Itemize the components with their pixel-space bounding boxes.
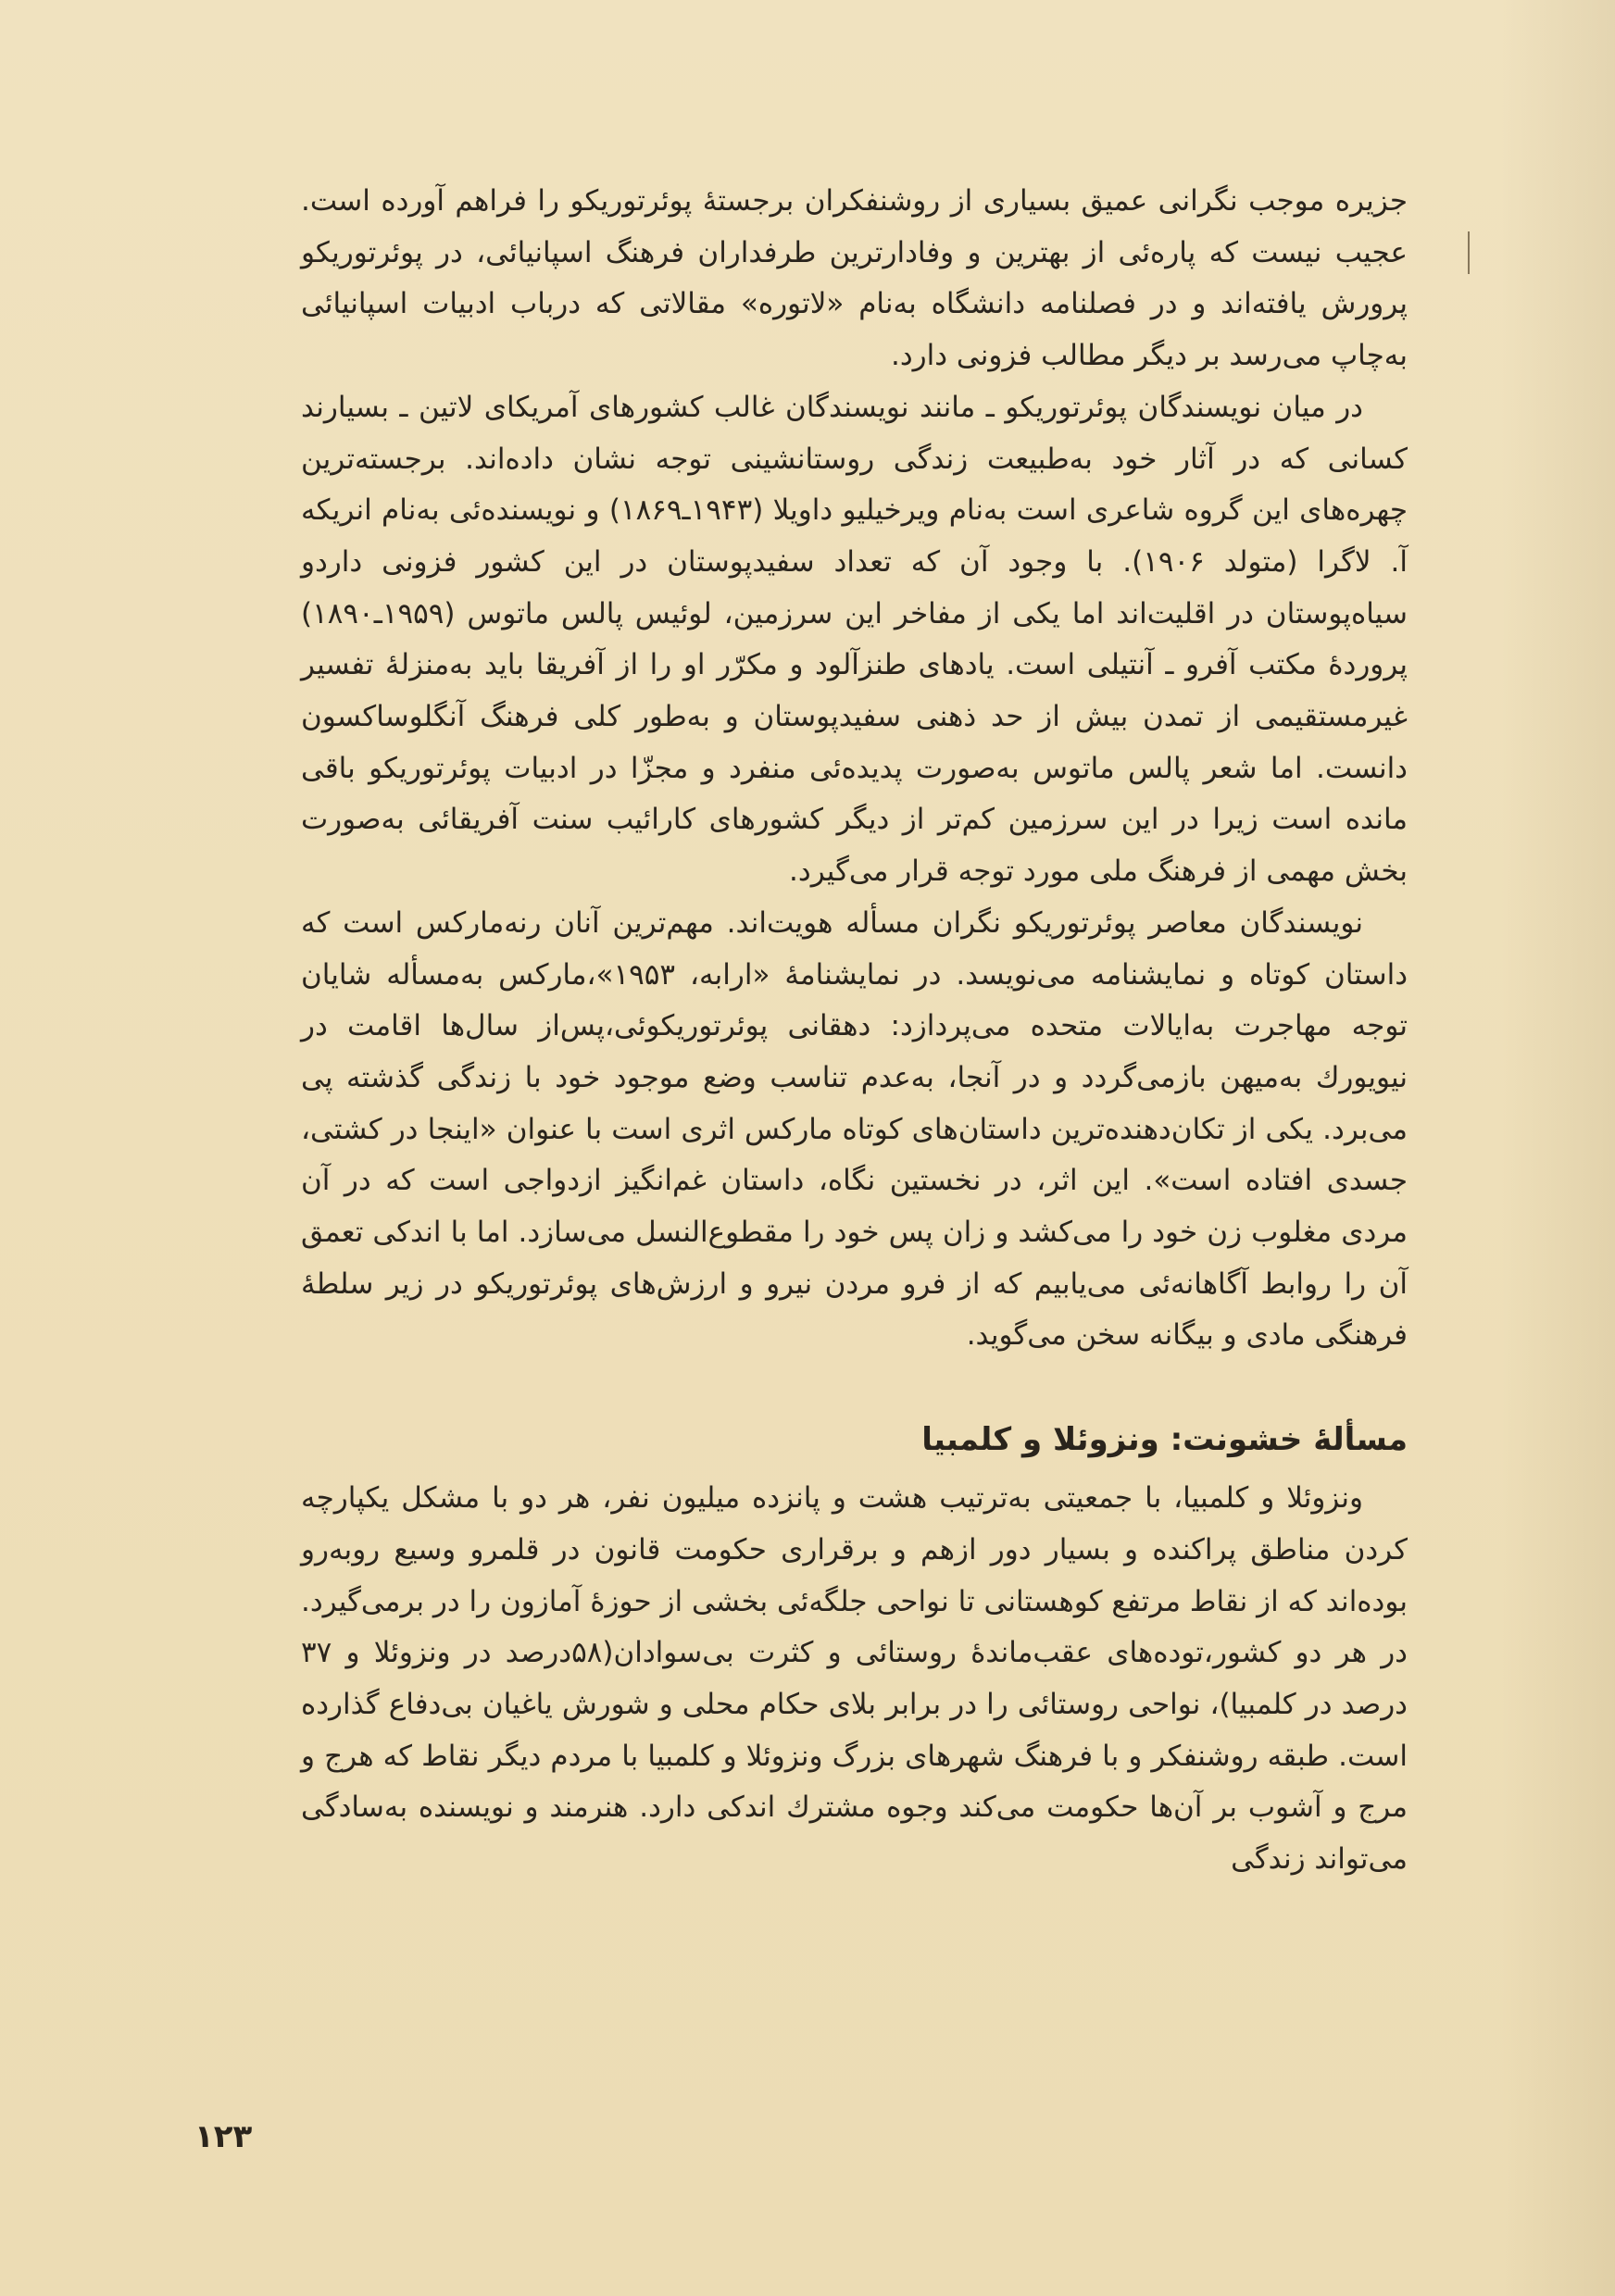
section-heading: مسألهٔ خشونت: ونزوئلا و کلمبیا xyxy=(921,1421,1408,1459)
section-paragraph-1: ونزوئلا و کلمبیا، با جمعیتی به‌ترتیب هشت و پانزده میلیون نفر، هر دو با مشکل یکپارچه کردن مناطق پراکنده و بسیار دور ازهم و برقراری حکومت قانون در قلمرو وسیع روبه‌رو بوده‌اند که از نقاط مرتفع کوهستانی تا نواحی جلگه‌ئی بخشی از حوزهٔ آمازون را در برمی‌گیرد. در هر دو کشور،توده‌های عقب‌ماندهٔ روستائی و کثرت بی‌سوادان(۵۸درصد در ونزوئلا و ۳۷ درصد در کلمبیا)، نواحی روستائی را در برابر بلای حکام محلی و شورش یاغیان بی‌دفاع گذارده است. طبقه روشنفکر و با فرهنگ شهرهای بزرگ ونزوئلا و کلمبیا با مردم دیگر نقاط که هرج و مرج و آشوب بر آن‌ها حکومت می‌کند وجوه مشترك اندکی دارد. هنرمند و نویسنده به‌سادگی می‌تواند زندگی xyxy=(301,1481,1408,1877)
page-edge-shadow xyxy=(1500,0,1615,2296)
page-number: ۱۲۳ xyxy=(194,2118,253,2155)
margin-mark xyxy=(1468,231,1470,274)
paragraph-2: در میان نویسندگان پوئرتوریکو ـ مانند نویسندگان غالب کشورهای آمریکای لاتین ـ بسیارند کسانی که در آثار خود به‌طبیعت زندگی روستانشینی توجه نشان داده‌اند. برجسته‌ترین چهره‌های این گروه شاعری است به‌نام ویرخیلیو داویلا (۱۹۴۳ـ۱۸۶۹) و نویسنده‌ئی به‌نام انریکه آ. لاگرا (متولد ۱۹۰۶). با وجود آن که تعداد سفیدپوستان در این کشور فزونی داردو سیاه‌پوستان در اقلیت‌اند اما یکی از مفاخر این سرزمین، لوئیس پالس ماتوس (۱۹۵۹ـ۱۸۹۰) پروردهٔ مکتب آفرو ـ آنتیلی است. یادهای طنزآلود و مکرّر او را از آفریقا باید به‌منزلهٔ تفسیر غیرمستقیمی از تمدن بیش از حد ذهنی سفیدپوستان و به‌طور کلی فرهنگ آنگلوساکسون دانست. اما شعر پالس ماتوس به‌صورت پدیده‌ئی منفرد و مجزّا در ادبیات پوئرتوریکو باقی مانده است زیرا در این سرزمین کم‌تر از دیگر کشورهای کارائیب سنت آفریقائی به‌صورت بخش مهمی از فرهنگ ملی مورد توجه قرار می‌گیرد. xyxy=(301,390,1408,889)
paragraph-3: نویسندگان معاصر پوئرتوریکو نگران مسأله هویت‌اند. مهم‌ترین آنان رنه‌مارکس است که داستان کوتاه و نمایشنامه می‌نویسد. در نمایشنامهٔ «ارابه، ۱۹۵۳»،مارکس به‌مسأله شایان توجه مهاجرت به‌ایالات متحده می‌پردازد: دهقانی پوئرتوریکوئی،پس‌از سال‌ها اقامت در نیویورك به‌میهن بازمی‌گردد و در آنجا، به‌عدم تناسب وضع موجود خود با زندگی گذشته پی می‌برد. یکی از تکان‌دهنده‌ترین داستان‌های کوتاه مارکس اثری است با عنوان «اینجا در کشتی، جسدی افتاده است». این اثر، در نخستین نگاه، داستان غم‌انگیز ازدواجی است که در آن مردی مغلوب زن خود را می‌کشد و زان پس خود را مقطوع‌النسل می‌سازد. اما با اندکی تعمق آن را روابط آگاهانه‌ئی می‌یابیم که از فرو مردن نیرو و ارزش‌های پوئرتوریکو در زیر سلطهٔ فرهنگی مادی و بیگانه سخن می‌گوید. xyxy=(301,905,1408,1353)
text-column xyxy=(301,176,1408,1886)
paragraph-1: جزیره موجب نگرانی عمیق بسیاری از روشنفکران برجستهٔ پوئرتوریکو را فراهم آورده است. عجیب نیست که پاره‌ئی از بهترین و وفادارترین طرفداران فرهنگ اسپانیائی، در پوئرتوریکو پرورش یافته‌اند و در فصلنامه دانشگاه به‌نام «لاتوره» مقالاتی که درباب ادبیات اسپانیائی به‌چاپ می‌رسد بر دیگر مطالب فزونی دارد. xyxy=(301,184,1408,373)
